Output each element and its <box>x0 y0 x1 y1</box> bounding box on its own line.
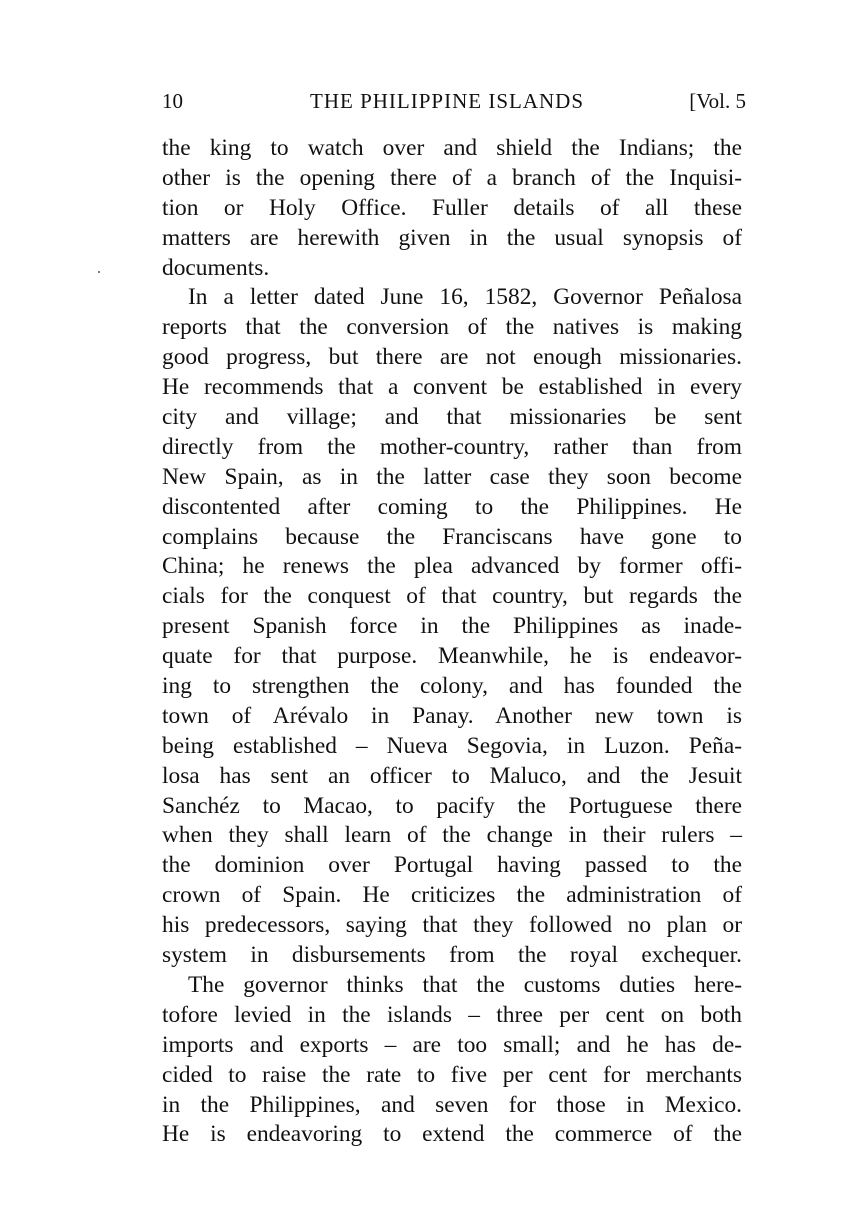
text-line: cials for the conquest of that country, but regards the <box>162 583 742 610</box>
text-line: discontented after coming to the Philippines. He <box>162 493 742 520</box>
text-line: documents. <box>162 254 270 281</box>
text-line: Sanchéz to Macao, to pacify the Portuguese there <box>162 792 742 819</box>
stray-ink-mark <box>98 271 100 273</box>
text-line: complains because the Franciscans have gone to <box>162 523 742 550</box>
text-line: good progress, but there are not enough missionaries. <box>162 344 742 371</box>
running-title: THE PHILIPPINE ISLANDS <box>310 89 584 113</box>
text-line: matters are herewith given in the usual synopsis of <box>162 224 742 251</box>
text-line: imports and exports – are too small; and he has de- <box>162 1031 742 1058</box>
text-line: in the Philippines, and seven for those in Mexico. <box>162 1091 742 1118</box>
text-line: He is endeavoring to extend the commerce of the <box>162 1121 742 1148</box>
text-line: In a letter dated June 16, 1582, Governor Peñalosa <box>188 284 742 311</box>
text-line: directly from the mother-country, rather than from <box>162 433 742 460</box>
text-line: when they shall learn of the change in their rulers – <box>162 822 742 849</box>
text-line: cided to raise the rate to five per cent for merchants <box>162 1061 742 1088</box>
text-line: China; he renews the plea advanced by former offi- <box>162 553 742 580</box>
text-line: the dominion over Portugal having passed to the <box>162 852 742 879</box>
text-line: his predecessors, saying that they followed no plan or <box>162 912 742 939</box>
text-line: He recommends that a convent be established in every <box>162 374 742 401</box>
running-head <box>162 86 746 116</box>
text-line: the king to watch over and shield the Indians; the <box>162 135 742 161</box>
text-line: tofore levied in the islands – three per cent on both <box>162 1001 742 1028</box>
text-line: The governor thinks that the customs duties here- <box>188 971 742 998</box>
text-line: present Spanish force in the Philippines as inade- <box>162 613 742 640</box>
paragraph-3 <box>162 971 742 1150</box>
text-line: city and village; and that missionaries be sent <box>162 404 742 431</box>
text-line: losa has sent an officer to Maluco, and the Jesuit <box>162 762 742 789</box>
text-line: ing to strengthen the colony, and has founded the <box>162 673 742 700</box>
body-text <box>162 134 742 1150</box>
text-line: New Spain, as in the latter case they soon become <box>162 463 742 490</box>
text-line: tion or Holy Office. Fuller details of all these <box>162 194 742 221</box>
text-line: reports that the conversion of the natives is making <box>162 314 742 341</box>
paragraph-2 <box>162 283 742 970</box>
text-line: being established – Nueva Segovia, in Luzon. Peña- <box>162 732 742 759</box>
page-number: 10 <box>162 89 183 113</box>
paragraph-1 <box>162 134 742 283</box>
text-line: system in disbursements from the royal exchequer. <box>162 942 742 969</box>
text-line: quate for that purpose. Meanwhile, he is endeavor- <box>162 643 742 670</box>
text-line: town of Arévalo in Panay. Another new town is <box>162 702 742 729</box>
volume-label: [Vol. 5 <box>689 89 746 113</box>
text-line: other is the opening there of a branch of the Inquisi- <box>162 164 742 191</box>
text-line: crown of Spain. He criticizes the administration of <box>162 882 742 909</box>
